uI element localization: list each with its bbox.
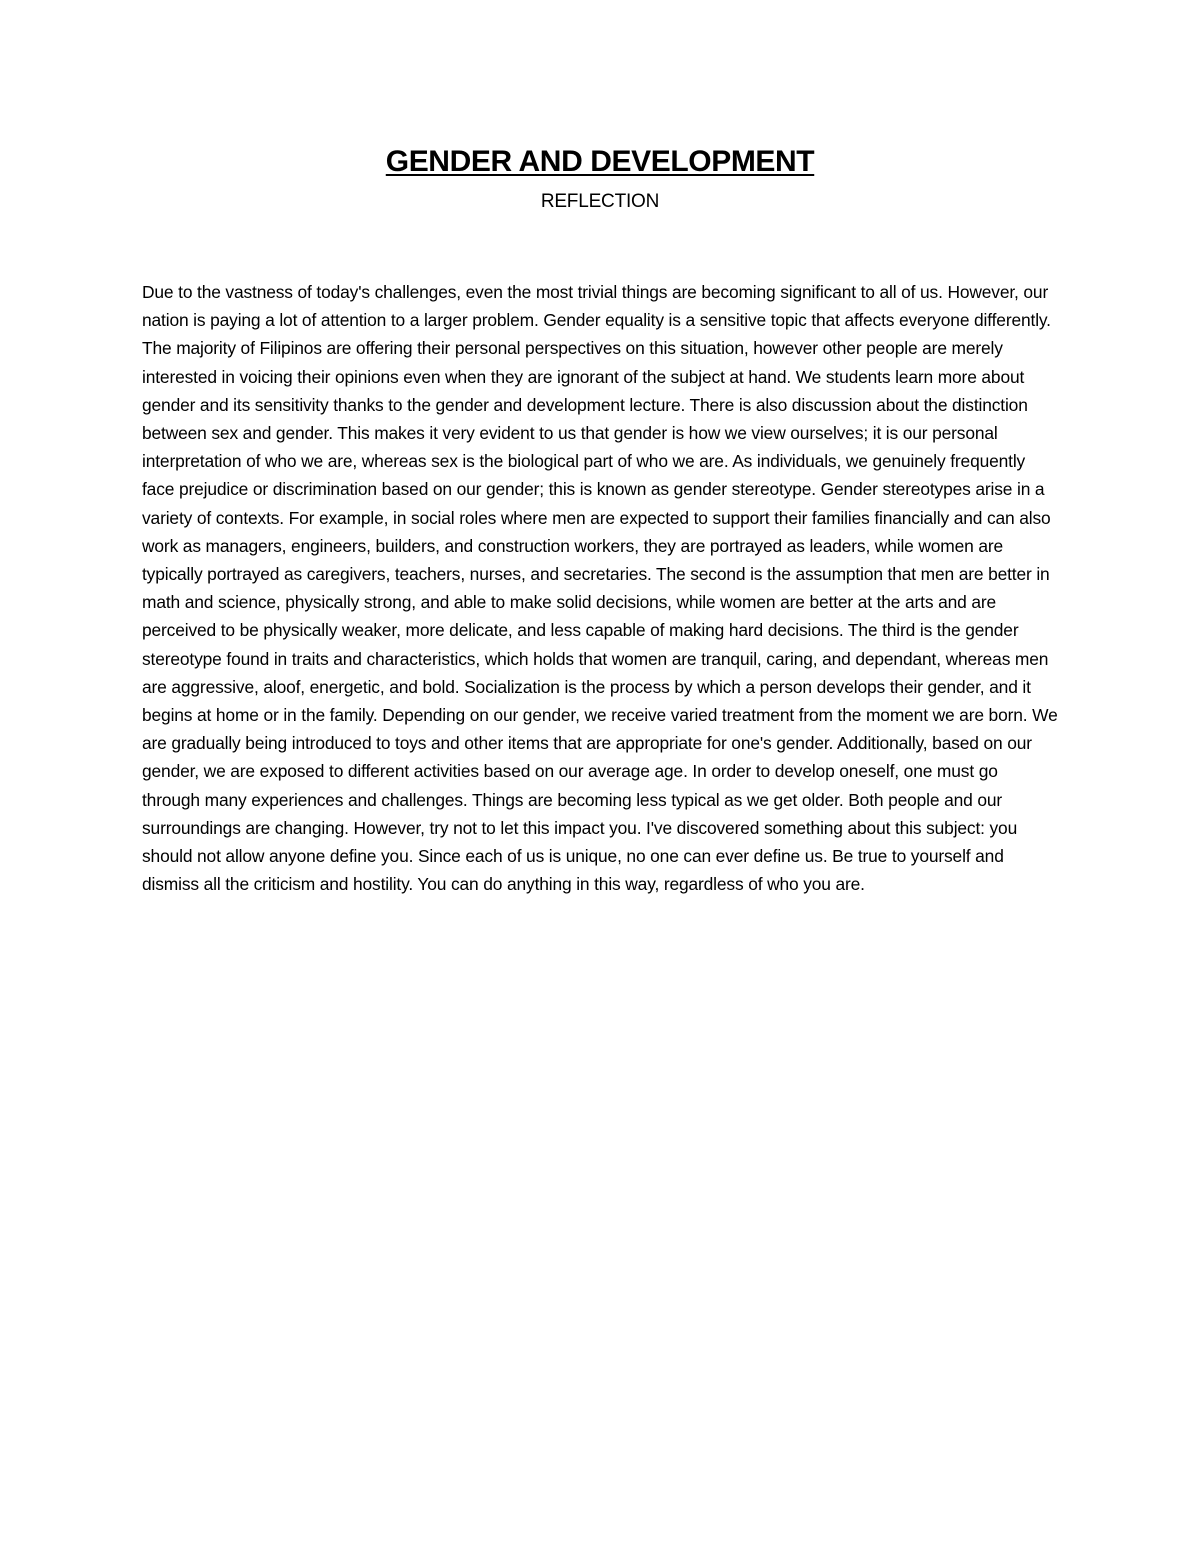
document-subtitle: REFLECTION: [540, 191, 660, 212]
document-title: GENDER AND DEVELOPMENT: [385, 145, 815, 178]
body-paragraph: Due to the vastness of today's challenges, even the most trivial things are becoming significant to all of us. However, our nation is paying a lot of attention to a larger problem. Gender equality is a sensitive topic that affects everyone differently. The majority of Filipinos are offering their personal perspectives on this situation, however other people are merely interested in voicing their opinions even when they are ignorant of the subject at hand. We students learn more about gender and its sensitivity thanks to the gender and development lecture. There is also discussion about the distinction between sex and gender. This makes it very evident to us that gender is how we view ourselves; it is our personal interpretation of who we are, whereas sex is the biological part of who we are. As individuals, we genuinely frequently face prejudice or discrimination based on our gender; this is known as gender stereotype. Gender stereotypes arise in a variety of contexts. For example, in social roles where men are expected to support their families financially and can also work as managers, engineers, builders, and construction workers, they are portrayed as leaders, while women are typically portrayed as caregivers, teachers, nurses, and secretaries. The second is the assumption that men are better in math and science, physically strong, and able to make solid decisions, while women are better at the arts and are perceived to be physically weaker, more delicate, and less capable of making hard decisions. The third is the gender stereotype found in traits and characteristics, which holds that women are tranquil, caring, and dependant, whereas men are aggressive, aloof, energetic, and bold. Socialization is the process by which a person develops their gender, and it begins at home or in the family. Depending on our gender, we receive varied treatment from the moment we are born. We are gradually being introduced to toys and other items that are appropriate for one's gender. Additionally, based on our gender, we are exposed to different activities based on our average age. In order to develop oneself, one must go through many experiences and challenges. Things are becoming less typical as we get older. Both people and our surroundings are changing. However, try not to let this impact you. I've discovered something about this subject: you should not allow anyone define you. Since each of us is unique, no one can ever define us. Be true to yourself and dismiss all the criticism and hostility. You can do anything in this way, regardless of who you are.: [142, 282, 1058, 895]
